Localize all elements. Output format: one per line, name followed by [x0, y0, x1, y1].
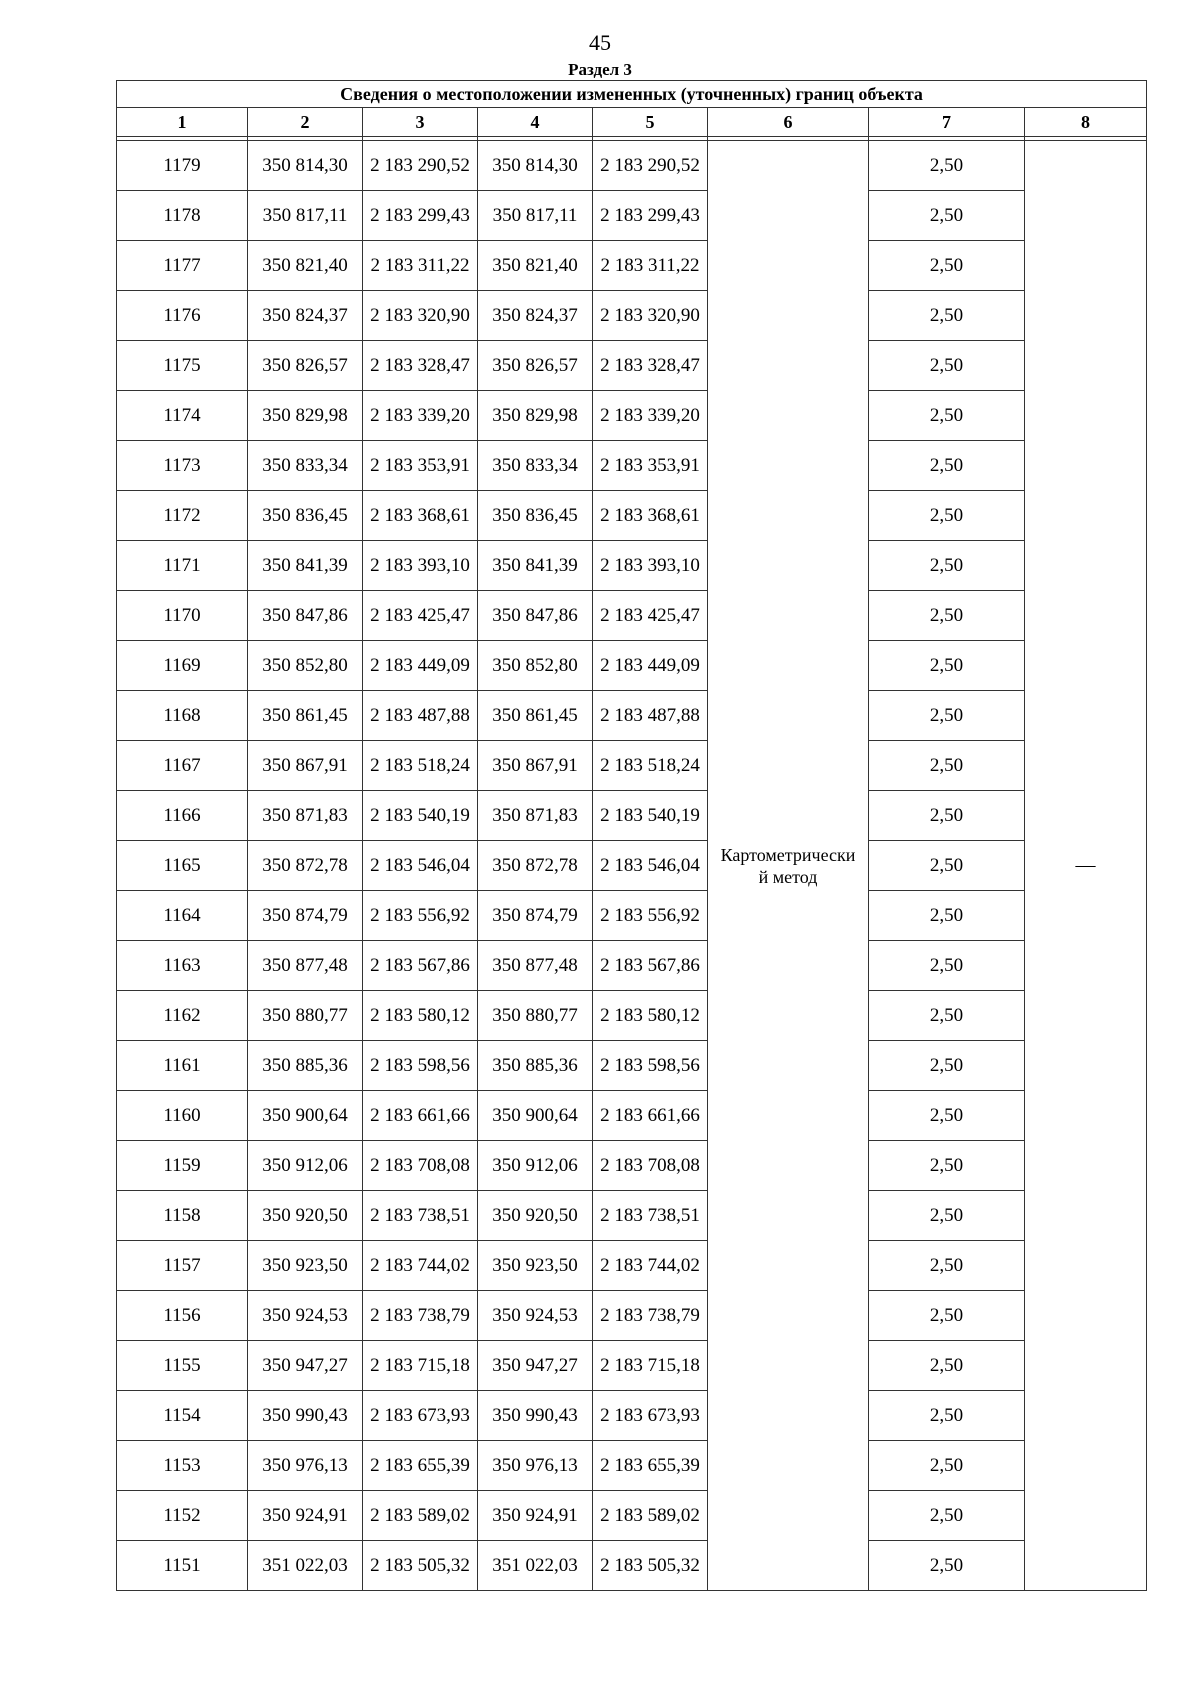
x-new-cell: 350 871,83: [478, 791, 593, 841]
y-existing-cell: 2 183 328,47: [363, 341, 478, 391]
y-new-cell: 2 183 320,90: [593, 291, 708, 341]
y-existing-cell: 2 183 425,47: [363, 591, 478, 641]
accuracy-cell: 2,50: [869, 241, 1025, 291]
x-new-cell: 350 880,77: [478, 991, 593, 1041]
x-existing-cell: 350 833,34: [248, 441, 363, 491]
x-new-cell: 350 829,98: [478, 391, 593, 441]
point-number-cell: 1174: [117, 391, 248, 441]
accuracy-cell: 2,50: [869, 541, 1025, 591]
column-number: 7: [869, 108, 1025, 137]
y-existing-cell: 2 183 449,09: [363, 641, 478, 691]
x-existing-cell: 350 826,57: [248, 341, 363, 391]
point-number-cell: 1178: [117, 191, 248, 241]
x-existing-cell: 350 817,11: [248, 191, 363, 241]
accuracy-cell: 2,50: [869, 491, 1025, 541]
y-new-cell: 2 183 425,47: [593, 591, 708, 641]
table-row: [117, 491, 1147, 541]
x-new-cell: 350 924,91: [478, 1491, 593, 1541]
x-new-cell: 350 900,64: [478, 1091, 593, 1141]
y-new-cell: 2 183 556,92: [593, 891, 708, 941]
x-existing-cell: 350 924,91: [248, 1491, 363, 1541]
y-new-cell: 2 183 540,19: [593, 791, 708, 841]
point-number-cell: 1168: [117, 691, 248, 741]
x-new-cell: 350 867,91: [478, 741, 593, 791]
x-new-cell: 350 990,43: [478, 1391, 593, 1441]
x-existing-cell: 350 912,06: [248, 1141, 363, 1191]
y-new-cell: 2 183 328,47: [593, 341, 708, 391]
table-row: [117, 1091, 1147, 1141]
point-number-cell: 1151: [117, 1541, 248, 1591]
table-row: [117, 1241, 1147, 1291]
x-existing-cell: 350 871,83: [248, 791, 363, 841]
table-row: [117, 1041, 1147, 1091]
y-new-cell: 2 183 339,20: [593, 391, 708, 441]
point-number-cell: 1166: [117, 791, 248, 841]
table-row: [117, 1341, 1147, 1391]
table-row: [117, 591, 1147, 641]
y-new-cell: 2 183 546,04: [593, 841, 708, 891]
table-row: [117, 441, 1147, 491]
section-title: Раздел 3: [568, 60, 632, 79]
x-new-cell: 350 826,57: [478, 341, 593, 391]
column-number: 2: [248, 108, 363, 137]
x-existing-cell: 350 861,45: [248, 691, 363, 741]
accuracy-cell: 2,50: [869, 1391, 1025, 1441]
point-number-cell: 1156: [117, 1291, 248, 1341]
point-number-cell: 1167: [117, 741, 248, 791]
table-row: [117, 1491, 1147, 1541]
table-row: [117, 691, 1147, 741]
table-row: [117, 291, 1147, 341]
y-new-cell: 2 183 567,86: [593, 941, 708, 991]
accuracy-cell: 2,50: [869, 791, 1025, 841]
x-new-cell: 350 874,79: [478, 891, 593, 941]
x-new-cell: 350 833,34: [478, 441, 593, 491]
y-new-cell: 2 183 738,51: [593, 1191, 708, 1241]
x-new-cell: 350 976,13: [478, 1441, 593, 1491]
y-existing-cell: 2 183 580,12: [363, 991, 478, 1041]
y-new-cell: 2 183 708,08: [593, 1141, 708, 1191]
y-existing-cell: 2 183 518,24: [363, 741, 478, 791]
table-caption: Сведения о местоположении измененных (уточненных) границ объекта: [117, 81, 1147, 108]
x-existing-cell: 350 920,50: [248, 1191, 363, 1241]
table-row: [117, 541, 1147, 591]
y-new-cell: 2 183 744,02: [593, 1241, 708, 1291]
table-row: [117, 241, 1147, 291]
point-number-cell: 1160: [117, 1091, 248, 1141]
point-number-cell: 1177: [117, 241, 248, 291]
y-existing-cell: 2 183 598,56: [363, 1041, 478, 1091]
accuracy-cell: 2,50: [869, 141, 1025, 191]
column-number: 4: [478, 108, 593, 137]
accuracy-cell: 2,50: [869, 841, 1025, 891]
x-existing-cell: 350 847,86: [248, 591, 363, 641]
y-existing-cell: 2 183 715,18: [363, 1341, 478, 1391]
point-number-cell: 1155: [117, 1341, 248, 1391]
x-existing-cell: 350 877,48: [248, 941, 363, 991]
x-new-cell: 350 861,45: [478, 691, 593, 741]
table-row: [117, 741, 1147, 791]
x-new-cell: 350 872,78: [478, 841, 593, 891]
point-number-cell: 1169: [117, 641, 248, 691]
x-existing-cell: 350 821,40: [248, 241, 363, 291]
y-existing-cell: 2 183 368,61: [363, 491, 478, 541]
column-number: 8: [1025, 108, 1147, 137]
y-new-cell: 2 183 311,22: [593, 241, 708, 291]
x-existing-cell: 350 824,37: [248, 291, 363, 341]
y-existing-cell: 2 183 487,88: [363, 691, 478, 741]
x-new-cell: 350 817,11: [478, 191, 593, 241]
accuracy-cell: 2,50: [869, 691, 1025, 741]
point-number-cell: 1173: [117, 441, 248, 491]
y-new-cell: 2 183 393,10: [593, 541, 708, 591]
point-number-cell: 1152: [117, 1491, 248, 1541]
accuracy-cell: 2,50: [869, 891, 1025, 941]
column-number: 5: [593, 108, 708, 137]
y-existing-cell: 2 183 567,86: [363, 941, 478, 991]
page-number: 45: [589, 30, 611, 55]
y-new-cell: 2 183 580,12: [593, 991, 708, 1041]
y-existing-cell: 2 183 738,79: [363, 1291, 478, 1341]
x-new-cell: 350 912,06: [478, 1141, 593, 1191]
x-new-cell: 350 885,36: [478, 1041, 593, 1091]
x-new-cell: 350 824,37: [478, 291, 593, 341]
y-existing-cell: 2 183 673,93: [363, 1391, 478, 1441]
accuracy-cell: 2,50: [869, 991, 1025, 1041]
y-existing-cell: 2 183 540,19: [363, 791, 478, 841]
point-number-cell: 1175: [117, 341, 248, 391]
y-new-cell: 2 183 353,91: [593, 441, 708, 491]
x-existing-cell: 350 976,13: [248, 1441, 363, 1491]
y-new-cell: 2 183 299,43: [593, 191, 708, 241]
point-number-cell: 1154: [117, 1391, 248, 1441]
boundary-table: [116, 80, 1147, 1591]
x-new-cell: 350 836,45: [478, 491, 593, 541]
accuracy-cell: 2,50: [869, 641, 1025, 691]
table-row: [117, 841, 1147, 891]
y-new-cell: 2 183 518,24: [593, 741, 708, 791]
column-number-row: [117, 108, 1147, 137]
x-existing-cell: 350 872,78: [248, 841, 363, 891]
x-new-cell: 350 920,50: [478, 1191, 593, 1241]
x-new-cell: 350 923,50: [478, 1241, 593, 1291]
y-new-cell: 2 183 290,52: [593, 141, 708, 191]
accuracy-cell: 2,50: [869, 1441, 1025, 1491]
x-existing-cell: 350 874,79: [248, 891, 363, 941]
y-existing-cell: 2 183 505,32: [363, 1541, 478, 1591]
table-row: [117, 791, 1147, 841]
x-new-cell: 350 877,48: [478, 941, 593, 991]
note-cell: —: [1025, 141, 1147, 1591]
column-number: 3: [363, 108, 478, 137]
x-existing-cell: 350 841,39: [248, 541, 363, 591]
x-existing-cell: 351 022,03: [248, 1541, 363, 1591]
point-number-cell: 1161: [117, 1041, 248, 1091]
method-text-line-2: й метод: [758, 866, 818, 887]
table-row: [117, 1391, 1147, 1441]
accuracy-cell: 2,50: [869, 1541, 1025, 1591]
table-row: [117, 641, 1147, 691]
x-new-cell: 350 821,40: [478, 241, 593, 291]
table-row: [117, 891, 1147, 941]
table-row: [117, 991, 1147, 1041]
table-row: [117, 1441, 1147, 1491]
accuracy-cell: 2,50: [869, 1491, 1025, 1541]
accuracy-cell: 2,50: [869, 591, 1025, 641]
x-new-cell: 351 022,03: [478, 1541, 593, 1591]
point-number-cell: 1163: [117, 941, 248, 991]
x-new-cell: 350 847,86: [478, 591, 593, 641]
table-row: [117, 341, 1147, 391]
x-existing-cell: 350 947,27: [248, 1341, 363, 1391]
y-new-cell: 2 183 487,88: [593, 691, 708, 741]
y-existing-cell: 2 183 744,02: [363, 1241, 478, 1291]
x-existing-cell: 350 829,98: [248, 391, 363, 441]
accuracy-cell: 2,50: [869, 391, 1025, 441]
y-new-cell: 2 183 598,56: [593, 1041, 708, 1091]
x-existing-cell: 350 923,50: [248, 1241, 363, 1291]
column-number: 1: [117, 108, 248, 137]
table-row: [117, 141, 1147, 191]
accuracy-cell: 2,50: [869, 1191, 1025, 1241]
point-number-cell: 1170: [117, 591, 248, 641]
x-new-cell: 350 814,30: [478, 141, 593, 191]
table-row: [117, 941, 1147, 991]
y-existing-cell: 2 183 661,66: [363, 1091, 478, 1141]
accuracy-cell: 2,50: [869, 941, 1025, 991]
y-new-cell: 2 183 738,79: [593, 1291, 708, 1341]
table-row: [117, 1541, 1147, 1591]
x-existing-cell: 350 852,80: [248, 641, 363, 691]
accuracy-cell: 2,50: [869, 341, 1025, 391]
y-new-cell: 2 183 655,39: [593, 1441, 708, 1491]
y-new-cell: 2 183 589,02: [593, 1491, 708, 1541]
point-number-cell: 1179: [117, 141, 248, 191]
method-cell: [708, 141, 869, 1591]
point-number-cell: 1157: [117, 1241, 248, 1291]
y-existing-cell: 2 183 738,51: [363, 1191, 478, 1241]
y-new-cell: 2 183 505,32: [593, 1541, 708, 1591]
y-existing-cell: 2 183 320,90: [363, 291, 478, 341]
x-new-cell: 350 924,53: [478, 1291, 593, 1341]
x-new-cell: 350 852,80: [478, 641, 593, 691]
y-existing-cell: 2 183 311,22: [363, 241, 478, 291]
y-existing-cell: 2 183 299,43: [363, 191, 478, 241]
accuracy-cell: 2,50: [869, 1241, 1025, 1291]
x-existing-cell: 350 900,64: [248, 1091, 363, 1141]
table-row: [117, 191, 1147, 241]
y-existing-cell: 2 183 546,04: [363, 841, 478, 891]
y-new-cell: 2 183 368,61: [593, 491, 708, 541]
x-existing-cell: 350 924,53: [248, 1291, 363, 1341]
y-existing-cell: 2 183 708,08: [363, 1141, 478, 1191]
y-new-cell: 2 183 673,93: [593, 1391, 708, 1441]
table-body: [117, 137, 1147, 1591]
point-number-cell: 1165: [117, 841, 248, 891]
accuracy-cell: 2,50: [869, 1291, 1025, 1341]
y-existing-cell: 2 183 589,02: [363, 1491, 478, 1541]
accuracy-cell: 2,50: [869, 1091, 1025, 1141]
accuracy-cell: 2,50: [869, 191, 1025, 241]
method-text-line-1: Картометрически: [720, 844, 856, 865]
y-existing-cell: 2 183 655,39: [363, 1441, 478, 1491]
x-existing-cell: 350 880,77: [248, 991, 363, 1041]
y-existing-cell: 2 183 556,92: [363, 891, 478, 941]
point-number-cell: 1172: [117, 491, 248, 541]
x-existing-cell: 350 990,43: [248, 1391, 363, 1441]
table-row: [117, 1141, 1147, 1191]
y-existing-cell: 2 183 339,20: [363, 391, 478, 441]
column-number: 6: [708, 108, 869, 137]
point-number-cell: 1153: [117, 1441, 248, 1491]
y-new-cell: 2 183 661,66: [593, 1091, 708, 1141]
accuracy-cell: 2,50: [869, 291, 1025, 341]
table-row: [117, 1191, 1147, 1241]
y-new-cell: 2 183 449,09: [593, 641, 708, 691]
accuracy-cell: 2,50: [869, 441, 1025, 491]
point-number-cell: 1158: [117, 1191, 248, 1241]
accuracy-cell: 2,50: [869, 1341, 1025, 1391]
y-existing-cell: 2 183 290,52: [363, 141, 478, 191]
point-number-cell: 1164: [117, 891, 248, 941]
x-existing-cell: 350 836,45: [248, 491, 363, 541]
point-number-cell: 1171: [117, 541, 248, 591]
point-number-cell: 1159: [117, 1141, 248, 1191]
table-row: [117, 391, 1147, 441]
y-existing-cell: 2 183 393,10: [363, 541, 478, 591]
x-existing-cell: 350 814,30: [248, 141, 363, 191]
point-number-cell: 1176: [117, 291, 248, 341]
x-existing-cell: 350 867,91: [248, 741, 363, 791]
accuracy-cell: 2,50: [869, 1041, 1025, 1091]
y-existing-cell: 2 183 353,91: [363, 441, 478, 491]
point-number-cell: 1162: [117, 991, 248, 1041]
table-row: [117, 1291, 1147, 1341]
y-new-cell: 2 183 715,18: [593, 1341, 708, 1391]
accuracy-cell: 2,50: [869, 1141, 1025, 1191]
x-existing-cell: 350 885,36: [248, 1041, 363, 1091]
accuracy-cell: 2,50: [869, 741, 1025, 791]
x-new-cell: 350 841,39: [478, 541, 593, 591]
x-new-cell: 350 947,27: [478, 1341, 593, 1391]
